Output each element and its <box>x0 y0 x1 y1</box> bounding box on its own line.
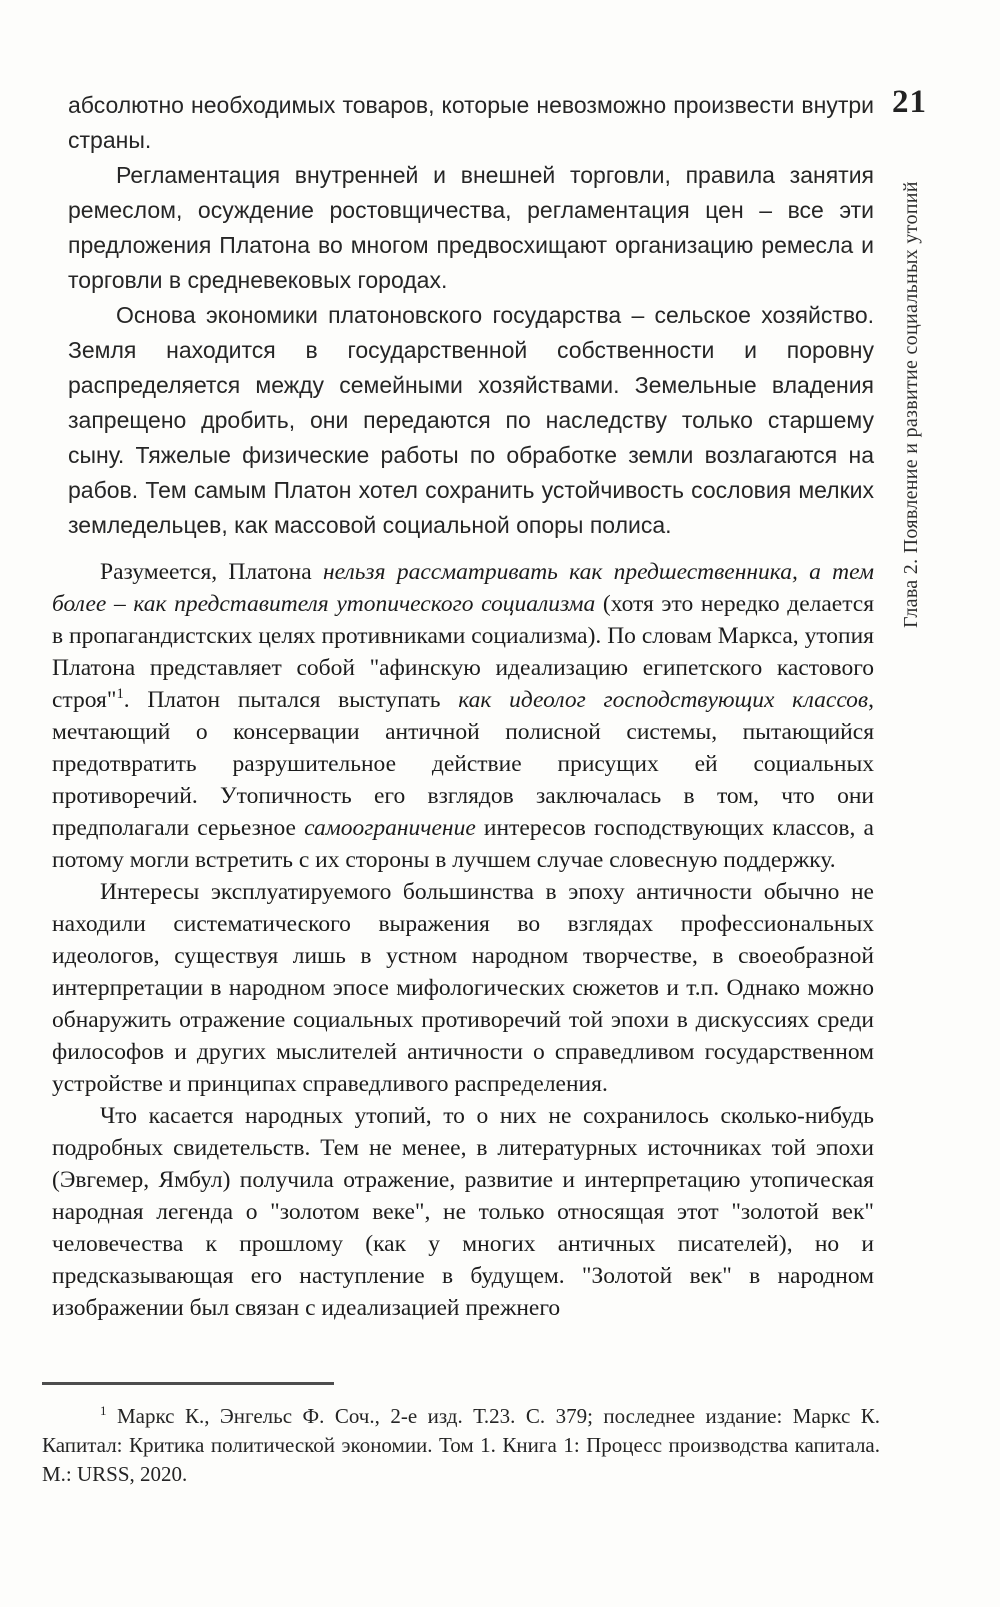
footnote-divider <box>42 1382 334 1385</box>
page-number: 21 <box>892 84 927 120</box>
paragraph: Интересы эксплуатируемого большинства в эпоху античности обычно не находили систематического выражения во взглядах профессиональных идеологов, существуя лишь в устном народном творчестве, в своеобразной интерпретации в народном эпосе мифологических сюжетов и т.п. Однако можно обнаружить отражение социальных противоречий той эпохи в дискуссиях среди философов и других мыслителей античности о справедливом государственном устройстве и принципах справедливого распределения. <box>52 879 874 1097</box>
chapter-running-head-wrap <box>900 144 934 666</box>
body-text-serif <box>52 556 874 1324</box>
chapter-running-head: Глава 2. Появление и развитие социальных утопий <box>900 181 922 629</box>
paragraph: Основа экономики платоновского государства – сельское хозяйство. Земля находится в государственной собственности и поровну распределяется между семейными хозяйствами. Земельные владения запрещено дробить, они передаются по наследству только старшему сыну. Тяжелые физические работы по обработке земли возлагаются на рабов. Тем самым Платон хотел сохранить устойчивость сословия мелких земледельцев, как массовой социальной опоры полиса. <box>68 302 874 538</box>
paragraph: Разумеется, Платона нельзя рассматривать как предшественника, а тем более – как представителя утопического социализма (хотя это нередко делается в пропагандистских целях противниками социализма). По словам Маркса, утопия Платона представляет собой "афинскую идеализацию египетского кастового строя"$^1$. Платон пытался выступать как идеолог господствующих классов, мечтающий о консервации античной полисной системы, пытающийся предотвратить разрушительное действие присущих ей социальных противоречий. Утопичность его взглядов заключалась в том, что они предполагали серьезное самоограничение интересов господствующих классов, а потому могли встретить с их стороны в лучшем случае словесную поддержку. <box>52 559 875 873</box>
paragraph: Что касается народных утопий, то о них не сохранилось сколько-нибудь подробных свидетельств. Тем не менее, в литературных источниках той эпохи (Эвгемер, Ямбул) получила отражение, развитие и интерпретацию утопическая народная легенда о "золотом веке", не только относящая этот "золотой век" человечества к прошлому (как у многих античных писателей), но и предсказывающая его наступление в будущем. "Золотой век" в народном изображении был связан с идеализацией прежнего <box>52 1103 874 1321</box>
footnote: $^1$ Маркс К., Энгельс Ф. Соч., 2-е изд. Т.23. С. 379; последнее издание: Маркс К. Капитал: Критика политической экономии. Том 1. Книга 1: Процесс производства капитала. М.: URSS, 2020. <box>42 1403 880 1486</box>
body-text-sans <box>68 88 874 543</box>
paragraph-continuation: абсолютно необходимых товаров, которые невозможно произвести внутри страны. <box>68 92 874 153</box>
paragraph: Регламентация внутренней и внешней торговли, правила занятия ремеслом, осуждение ростовщичества, регламентация цен – все эти предложения Платона во многом предвосхищают организацию ремесла и торговли в средневековых городах. <box>68 162 874 293</box>
